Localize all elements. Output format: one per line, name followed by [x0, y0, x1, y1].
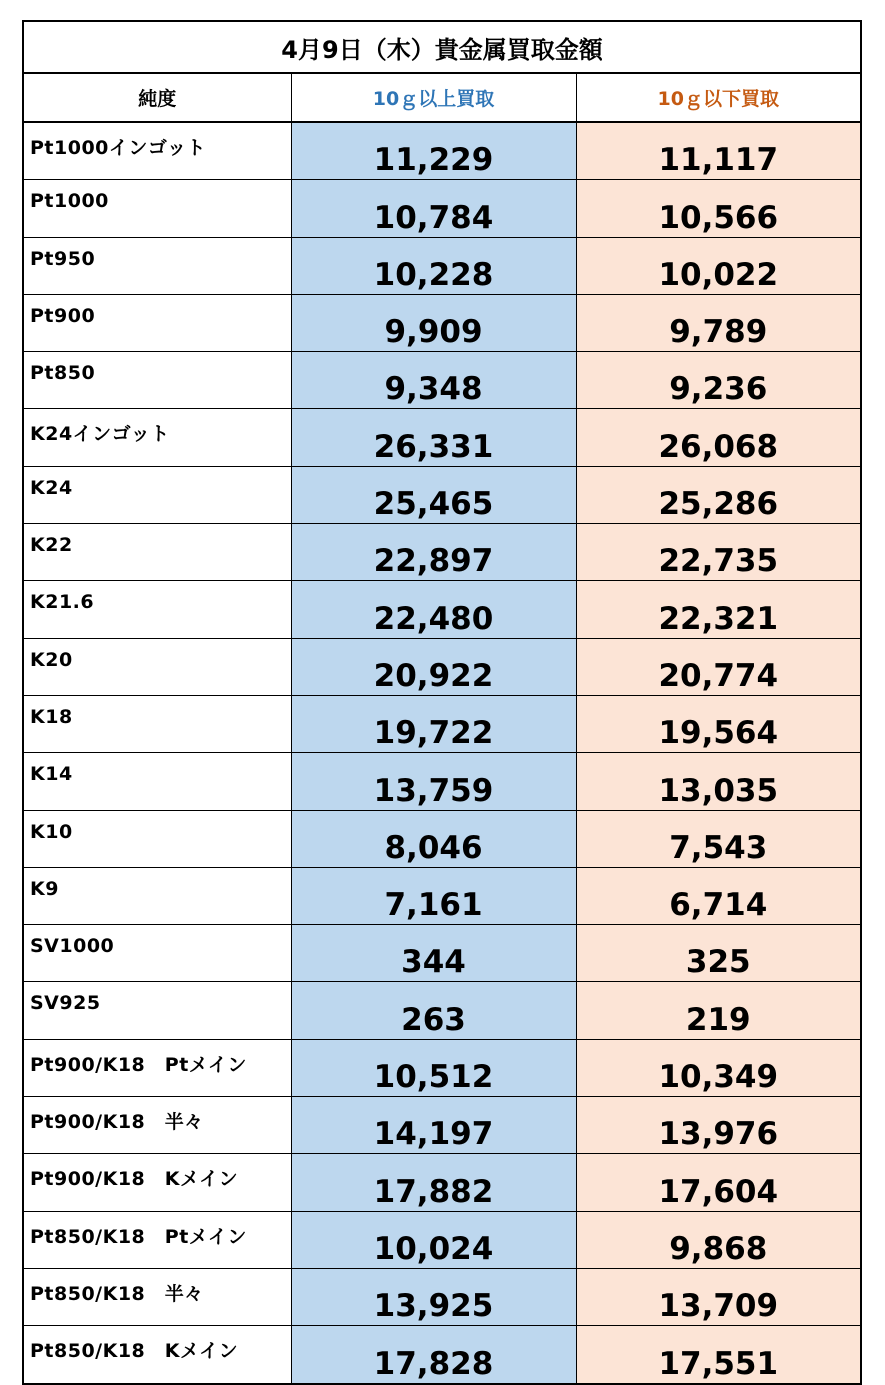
under-10g-price: 11,117	[576, 122, 861, 180]
table-row	[23, 695, 861, 752]
over-10g-price: 9,909	[291, 294, 576, 351]
over-10g-price: 25,465	[291, 466, 576, 523]
header-purity: 純度	[23, 73, 291, 122]
purity-cell: SV1000	[23, 925, 291, 982]
under-10g-price: 22,321	[576, 581, 861, 638]
table-row	[23, 1211, 861, 1268]
over-10g-price: 263	[291, 982, 576, 1039]
over-10g-price: 8,046	[291, 810, 576, 867]
purity-cell: Pt850/K18 半々	[23, 1268, 291, 1325]
over-10g-price: 19,722	[291, 695, 576, 752]
purity-cell: Pt900/K18 Ptメイン	[23, 1039, 291, 1096]
purity-cell: Pt1000	[23, 180, 291, 237]
under-10g-price: 219	[576, 982, 861, 1039]
under-10g-price: 10,022	[576, 237, 861, 294]
under-10g-price: 25,286	[576, 466, 861, 523]
under-10g-price: 17,551	[576, 1326, 861, 1384]
purity-cell: Pt850/K18 Kメイン	[23, 1326, 291, 1384]
table-row	[23, 294, 861, 351]
table-row	[23, 867, 861, 924]
table-row	[23, 982, 861, 1039]
table-row	[23, 1039, 861, 1096]
purity-cell: Pt900/K18 Kメイン	[23, 1154, 291, 1211]
over-10g-price: 10,024	[291, 1211, 576, 1268]
under-10g-price: 7,543	[576, 810, 861, 867]
table-row	[23, 352, 861, 409]
purity-cell: Pt900/K18 半々	[23, 1097, 291, 1154]
over-10g-price: 22,897	[291, 524, 576, 581]
over-10g-price: 17,882	[291, 1154, 576, 1211]
under-10g-price: 17,604	[576, 1154, 861, 1211]
over-10g-price: 26,331	[291, 409, 576, 466]
over-10g-price: 10,512	[291, 1039, 576, 1096]
table-row	[23, 409, 861, 466]
purity-cell: Pt1000インゴット	[23, 122, 291, 180]
under-10g-price: 13,976	[576, 1097, 861, 1154]
purity-cell: Pt850/K18 Ptメイン	[23, 1211, 291, 1268]
under-10g-price: 13,035	[576, 753, 861, 810]
header-row	[23, 73, 861, 122]
purity-cell: K24	[23, 466, 291, 523]
over-10g-price: 14,197	[291, 1097, 576, 1154]
over-10g-price: 7,161	[291, 867, 576, 924]
purity-cell: Pt950	[23, 237, 291, 294]
over-10g-price: 10,784	[291, 180, 576, 237]
purity-cell: K18	[23, 695, 291, 752]
table-row	[23, 638, 861, 695]
purity-cell: SV925	[23, 982, 291, 1039]
over-10g-price: 10,228	[291, 237, 576, 294]
purity-cell: Pt850	[23, 352, 291, 409]
table-row	[23, 180, 861, 237]
under-10g-price: 26,068	[576, 409, 861, 466]
over-10g-price: 13,925	[291, 1268, 576, 1325]
purity-cell: K24インゴット	[23, 409, 291, 466]
page-title: 4月9日（木）貴金属買取金額	[23, 21, 861, 73]
table-row	[23, 810, 861, 867]
table-row	[23, 122, 861, 180]
under-10g-price: 10,349	[576, 1039, 861, 1096]
purity-cell: K22	[23, 524, 291, 581]
purity-cell: K20	[23, 638, 291, 695]
table-row	[23, 753, 861, 810]
over-10g-price: 11,229	[291, 122, 576, 180]
over-10g-price: 9,348	[291, 352, 576, 409]
over-10g-price: 13,759	[291, 753, 576, 810]
purity-cell: K21.6	[23, 581, 291, 638]
under-10g-price: 6,714	[576, 867, 861, 924]
table-row	[23, 1268, 861, 1325]
header-over-10g: 10ｇ以上買取	[291, 73, 576, 122]
over-10g-price: 17,828	[291, 1326, 576, 1384]
table-row	[23, 1097, 861, 1154]
purity-cell: K9	[23, 867, 291, 924]
table-row	[23, 1326, 861, 1384]
price-table	[22, 20, 862, 1385]
under-10g-price: 9,868	[576, 1211, 861, 1268]
table-row	[23, 1154, 861, 1211]
purity-cell: K10	[23, 810, 291, 867]
under-10g-price: 10,566	[576, 180, 861, 237]
purity-cell: Pt900	[23, 294, 291, 351]
table-row	[23, 466, 861, 523]
over-10g-price: 344	[291, 925, 576, 982]
under-10g-price: 22,735	[576, 524, 861, 581]
title-row	[23, 21, 861, 73]
table-row	[23, 925, 861, 982]
under-10g-price: 19,564	[576, 695, 861, 752]
over-10g-price: 22,480	[291, 581, 576, 638]
purity-cell: K14	[23, 753, 291, 810]
table-row	[23, 581, 861, 638]
table-row	[23, 237, 861, 294]
price-sheet	[22, 20, 860, 1385]
table-row	[23, 524, 861, 581]
under-10g-price: 13,709	[576, 1268, 861, 1325]
under-10g-price: 9,789	[576, 294, 861, 351]
header-under-10g: 10ｇ以下買取	[576, 73, 861, 122]
under-10g-price: 20,774	[576, 638, 861, 695]
under-10g-price: 325	[576, 925, 861, 982]
over-10g-price: 20,922	[291, 638, 576, 695]
under-10g-price: 9,236	[576, 352, 861, 409]
